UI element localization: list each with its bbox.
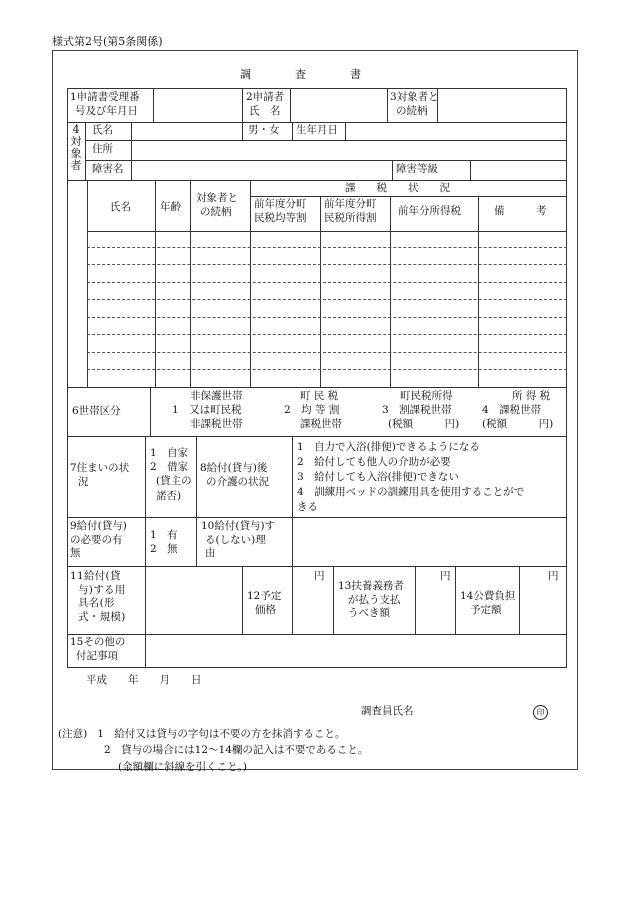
- date-line: 平成 年 月 日: [86, 674, 202, 686]
- household-category-option-2: 町 民 税 2 均 等 割 課税世帯: [284, 390, 342, 430]
- planned-price-unit: 円: [314, 570, 325, 582]
- household-relation-header: 対象者と の続柄: [196, 192, 238, 218]
- form-label: 様式第2号(第5条関係): [52, 35, 163, 48]
- care-status-label: 8給付(貸与)後 の介護の状況: [200, 462, 269, 488]
- subject-name-label: 氏名: [92, 124, 113, 136]
- household-category-label: 6世帯区分: [72, 405, 121, 417]
- disability-grade-label: 障害等級: [396, 163, 438, 175]
- birthdate-label: 生年月日: [296, 124, 338, 136]
- address-label: 住所: [92, 143, 113, 155]
- residence-label: 7住まいの状 況: [70, 462, 130, 488]
- household-age-header: 年齢: [160, 201, 181, 213]
- form-title: 調 査 書: [240, 68, 361, 81]
- relation-label: 3対象者と の続柄: [390, 91, 439, 117]
- household-category-option-3: 町民税所得 3 割課税世帯 (税額 円): [382, 390, 460, 430]
- household-name-header: 氏名: [110, 201, 131, 213]
- residence-options: 1 自家 2 借家 (貸主の 諾否): [150, 447, 192, 502]
- notes-prefix: (注意): [58, 728, 88, 740]
- applicant-label: 2申請者 氏 名: [246, 91, 285, 117]
- gender-label: 男・女: [248, 124, 280, 136]
- public-expense-label: 14公費負担 予定額: [460, 590, 516, 616]
- remarks-label: 15その他の 付記事項: [70, 636, 126, 662]
- public-expense-unit: 円: [548, 570, 559, 582]
- notes-section: [58, 726, 368, 775]
- subject-side-label: 4 対 象 者: [70, 123, 82, 172]
- household-category-option-1: 非保護世帯 1 又は町民税 非課税世帯: [172, 390, 243, 430]
- seal-mark: 印: [533, 705, 548, 720]
- disability-name-label: 障害名: [92, 163, 124, 175]
- note-2-sub: (金額欄に斜線を引くこと。): [118, 760, 247, 773]
- income-tax-header: 前年度分町 民税所得割: [324, 198, 377, 224]
- prev-income-tax-header: 前年分所得税: [398, 205, 461, 217]
- note-2: 2 貸与の場合には12～14欄の記入は不要であること。: [104, 744, 369, 757]
- reason-label: 10給付(貸与)す る(しない)理 由: [201, 520, 276, 560]
- care-status-options: 1 自力で入浴(排便)できるようになる 2 給付しても他人の介助が必要 3 給付しても入浴(排便)できない 4 訓練用ベッドの訓練用具を使用することがで きる: [297, 441, 525, 513]
- planned-price-label: 12予定 価格: [247, 590, 282, 616]
- remarks-header: 備 考: [494, 205, 547, 217]
- necessity-options: 1 有 2 無: [150, 529, 178, 555]
- equal-tax-header: 前年度分町 民税均等割: [254, 198, 307, 224]
- investigator-label: 調査員氏名: [361, 705, 414, 717]
- tax-status-header: 課 税 状 況: [345, 182, 450, 194]
- receipt-label: 1申請書受理番 号及び年月日: [70, 91, 140, 117]
- household-category-option-4: 所 得 税 4 課税世帯 (税額 円): [482, 390, 554, 430]
- necessity-label: 9給付(貸与) の必要の有 無: [70, 520, 127, 560]
- guardian-payment-unit: 円: [440, 570, 451, 582]
- guardian-payment-label: 13扶養義務者 が払う支払 うべき額: [338, 580, 404, 620]
- note-1: 1 給付又は貸与の字句は不要の方を抹消すること。: [97, 728, 346, 740]
- equipment-label: 11給付(貸 与)する用 具名(形 式・規模): [70, 570, 126, 623]
